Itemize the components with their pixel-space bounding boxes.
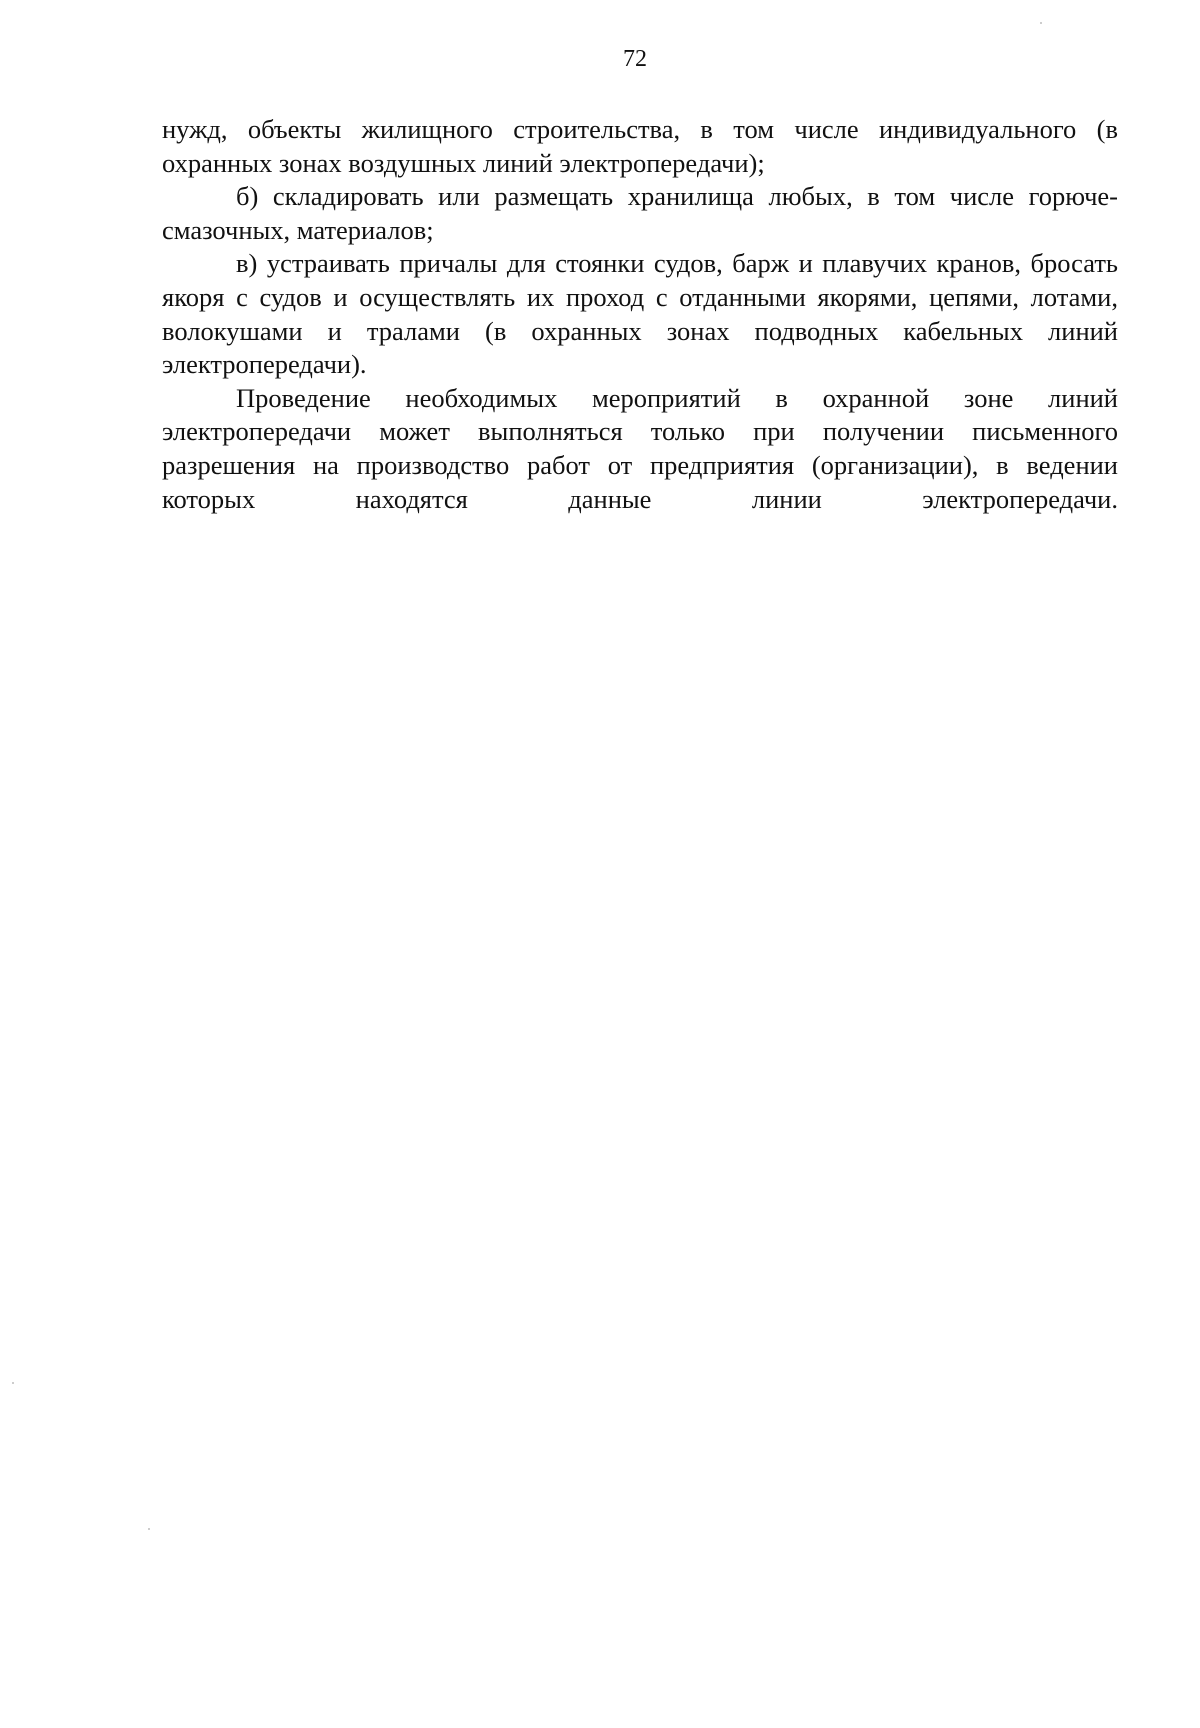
- paragraph-item-b: б) складировать или размещать хранилища любых, в том числе горюче-смазочных, материалов;: [162, 181, 1118, 245]
- body-text: [162, 113, 1118, 516]
- scan-speck: [1040, 22, 1042, 24]
- paragraph-item-v: в) устраивать причалы для стоянки судов, барж и плавучих кранов, бросать якоря с судов и осуществлять их проход с отданными якорями, цепями, лотами, волокушами и тралами (в охранных зонах подводных кабельных линий электропередачи).: [162, 248, 1118, 380]
- paragraph-continuation: нужд, объекты жилищного строительства, в том числе индивидуального (в охранных зонах воздушных линий электропередачи);: [162, 114, 1118, 178]
- scan-speck: [148, 1528, 150, 1530]
- paragraph-permission: Проведение необходимых мероприятий в охранной зоне линий электропередачи может выполняться только при получении письменного разрешения на производство работ от предприятия (организации), в ведении которых находятся данные линии электропередачи.: [162, 382, 1118, 514]
- page-number: 72: [623, 46, 647, 72]
- scan-speck: [12, 1382, 14, 1384]
